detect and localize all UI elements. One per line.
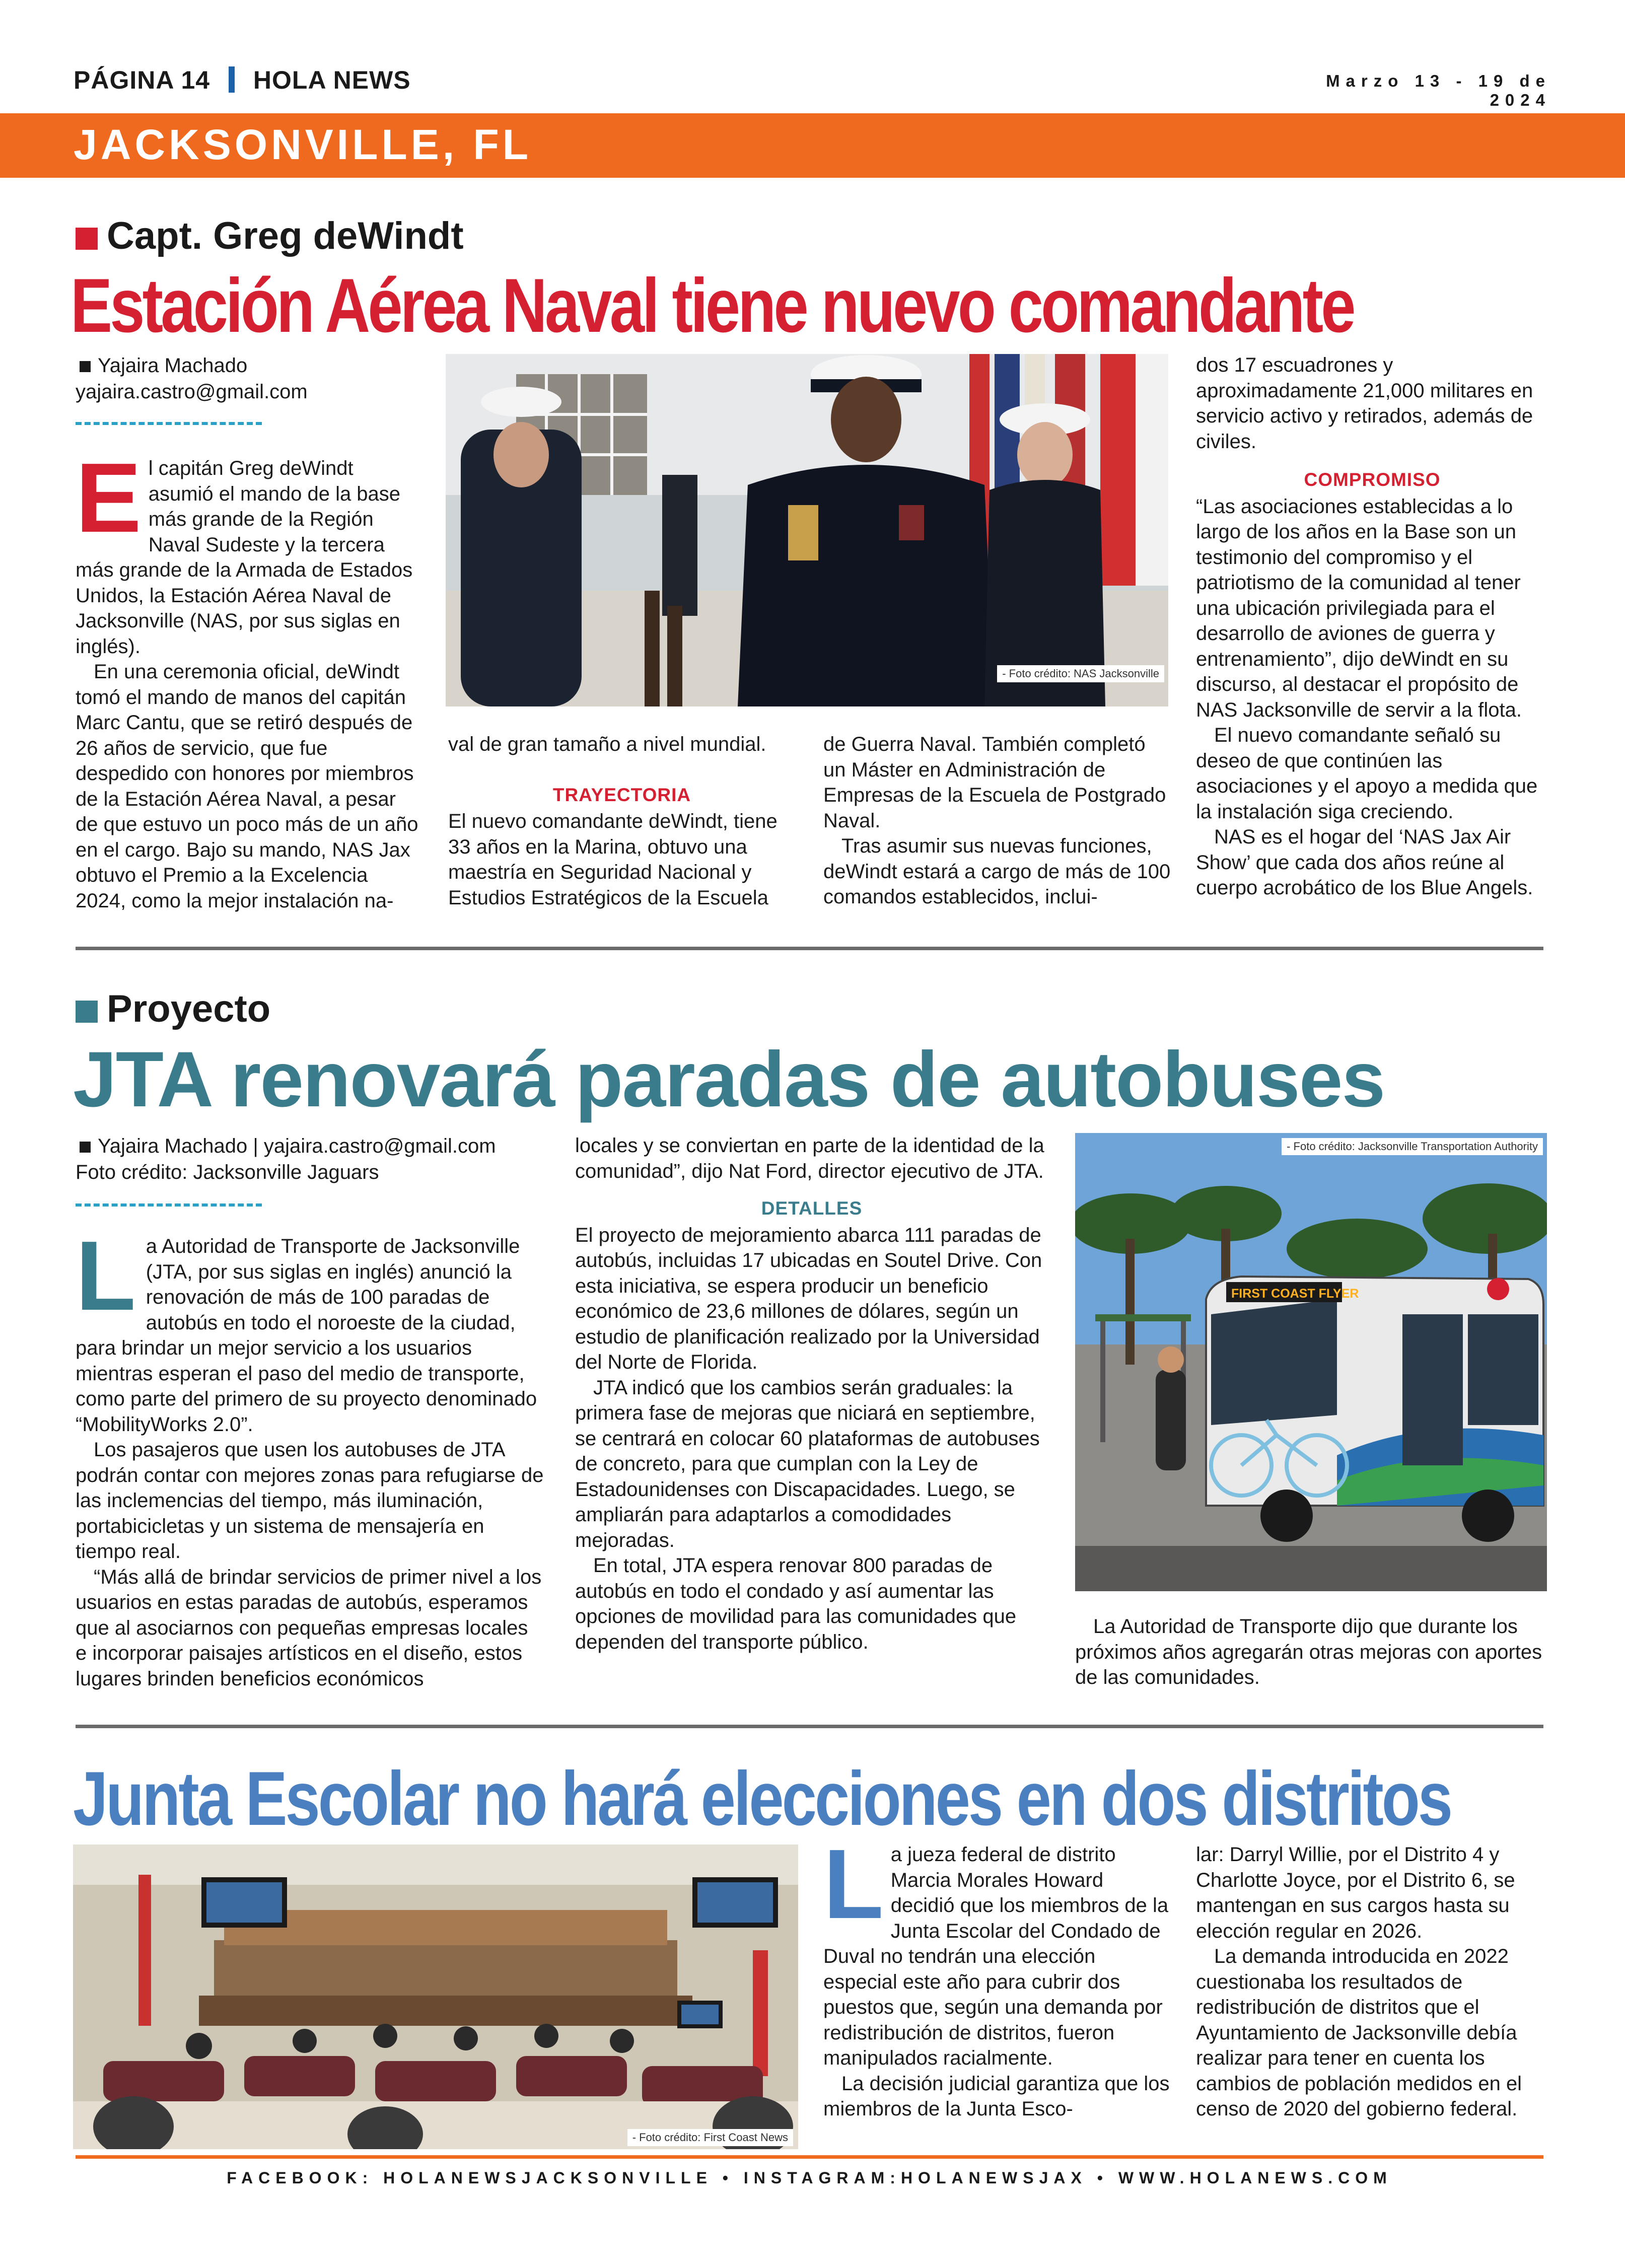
article2-photo [1075, 1133, 1547, 1591]
article1-col1-para2: En una ceremonia oficial, deWindt tomó el mando de manos del capitán Marc Cantu, que se retiró después de 26 años de servicio, que fue despedido con honores por miembros de la Estación Aérea Naval, a pesar de que estuvo un poco más de un año en el cargo. Bajo su mando, NAS Jax obtuvo el Premio a la Excelencia 2024, como la mejor instalación na- [76, 661, 418, 912]
issue-date: Marzo 13 - 19 de 2024 [1326, 72, 1551, 109]
article1-col2-para2: El nuevo comandante deWindt, tiene 33 años en la Marina, obtuvo una maestría en Seguridad Nacional y Estudios Estratégicos de la Escuela [448, 810, 778, 909]
article2-col1-para2: Los pasajeros que usen los autobuses de JTA podrán contar con mejores zonas para refugiarse de las inclemencias del tiempo, más iluminación, portabicicletas y un sistema de mensajería en tiempo real. [76, 1439, 544, 1563]
article1-col4-para1: dos 17 escuadrones y aproximadamente 21,000 militares en servicio activo y retirados, además de civiles. [1196, 354, 1533, 453]
article1-kicker [76, 214, 464, 258]
article1-col2 [448, 732, 796, 910]
article2-photo-credit: - Foto crédito: Jacksonville Transportation Authority [1282, 1138, 1543, 1155]
publication-name: HOLA NEWS [253, 66, 411, 94]
page-header [74, 65, 411, 95]
section-divider-1 [76, 947, 1543, 950]
article2-col2 [575, 1133, 1048, 1655]
article2-col1-para3: “Más allá de brindar servicios de primer nivel a los usuarios en estas paradas de autobús, esperamos que al asociarnos con pequeñas empresas locales e incorporar paisajes artísticos en el diseño, estos lugares brinden beneficios económicos [76, 1566, 542, 1690]
article1-col4-para2: “Las asociaciones establecidas a lo largo de los años en la Base son un testimonio del compromiso y el patriotismo de la comunidad al tener una ubicación privilegiada para el desarrollo de aviones de guerra y entrenamiento”, dijo deWindt en su discurso, al destacar el propósito de NAS Jacksonville de servir a la flota. [1196, 495, 1522, 721]
article2-col3 [1075, 1614, 1548, 1690]
page-number: PÁGINA 14 [74, 66, 210, 94]
article1-col4 [1196, 352, 1548, 901]
article3-col2-para2: La demanda introducida en 2022 cuestionaba los resultados de redistribución de distritos que el Ayuntamiento de Jacksonville debía realizar para tener en cuenta los cambios de población medidos en el censo de 2020 del gobierno federal. [1196, 1945, 1522, 2120]
article3-col1-para2: La decisión judicial garantiza que los miembros de la Junta Esco- [823, 2072, 1170, 2120]
article1-col3-para2: Tras asumir sus nuevas funciones, deWindt estará a cargo de más de 100 comandos establecidos, inclui- [823, 835, 1171, 908]
byline-square-icon [80, 1142, 91, 1153]
article1-photo [446, 354, 1168, 706]
article2-byline-credit: Foto crédito: Jacksonville Jaguars [76, 1161, 379, 1183]
school-board-meeting-illustration [73, 1845, 798, 2149]
article1-photo-credit: - Foto crédito: NAS Jacksonville [997, 665, 1164, 682]
article1-headline: Estación Aérea Naval tiene nuevo comandante [70, 263, 1354, 348]
section-divider-2 [76, 1725, 1543, 1728]
article1-drop-cap: E [76, 443, 142, 553]
footer-social-links: FACEBOOK: HOLANEWSJACKSONVILLE • INSTAGRAM:HOLANEWSJAX • WWW.HOLANEWS.COM [227, 2169, 1392, 2187]
article3-col2-para1: lar: Darryl Willie, por el Distrito 4 y Charlotte Joyce, por el Distrito 6, se mantengan en sus cargos hasta su elección regular en 2026. [1196, 1844, 1515, 1942]
kicker-square-icon [76, 228, 98, 250]
article1-col4-para3: El nuevo comandante señaló su deseo de que continúen las asociaciones y el apoyo a medida que la instalación siga creciendo. [1196, 724, 1538, 823]
article2-col2-para1: locales y se conviertan en parte de la identidad de la comunidad”, dijo Nat Ford, director ejecutivo de JTA. [575, 1135, 1044, 1182]
article1-col1-text: l capitán Greg deWindt asumió el mando de la base más grande de la Región Naval Sudeste y la tercera más grande de la Armada de Estados Unidos, la Estación Aérea Naval de Jacksonville (NAS, por sus siglas en inglés). [76, 457, 413, 658]
article2-byline-author: Yajaira Machado | yajaira.castro@gmail.com [98, 1135, 496, 1157]
article1-col2-para1: val de gran tamaño a nivel mundial. [448, 733, 766, 755]
article3-headline: Junta Escolar no hará elecciones en dos distritos [73, 1756, 1451, 1841]
article2-col2-para4: En total, JTA espera renovar 800 paradas de autobús en todo el condado y así aumentar las opciones de movilidad para las comunidades que dependen del transporte público. [575, 1554, 1017, 1653]
navy-ceremony-illustration [446, 354, 1168, 706]
article1-byline [76, 352, 428, 405]
byline-square-icon [80, 361, 91, 372]
article2-col2-para2: El proyecto de mejoramiento abarca 111 paradas de autobús, incluidas 17 ubicadas en Soutel Drive. Con esta iniciativa, se espera producir un beneficio económico de 23,6 millones de dólares, según un estudio de planificación realizado por la Universidad del Norte de Florida. [575, 1224, 1042, 1373]
article2-divider-dashes [76, 1203, 262, 1207]
article1-subhead-trayectoria: TRAYECTORIA [552, 784, 691, 805]
article1-kicker-text: Capt. Greg deWindt [107, 215, 464, 257]
article2-byline [76, 1133, 579, 1185]
article1-divider-dashes [76, 422, 262, 425]
article2-subhead-detalles: DETALLES [761, 1198, 863, 1219]
article2-kicker [76, 987, 270, 1031]
article2-col2-para3: JTA indicó que los cambios serán graduales: la primera fase de mejoras que niciará en septiembre, se centrará en colocar 60 plataformas de autobuses de concreto, para que cumplan con la Ley de Estadounidenses con Discapacidades. Luego, se ampliarán para adaptarlos a comodidades mejoradas. [575, 1376, 1040, 1551]
kicker-square-icon [76, 1001, 98, 1023]
article2-kicker-text: Proyecto [107, 987, 271, 1030]
article1-author: Yajaira Machado [98, 355, 248, 377]
article2-col3-para1: La Autoridad de Transporte dijo que durante los próximos años agregarán otras mejoras con aportes de las comunidades. [1075, 1615, 1542, 1688]
bus-stop-illustration [1075, 1133, 1547, 1591]
footer-rule [76, 2155, 1543, 2159]
article2-drop-cap: L [76, 1221, 136, 1331]
article3-col1 [823, 1829, 1171, 2122]
article2-col1 [76, 1221, 544, 1691]
article1-col1 [76, 443, 423, 913]
article1-col3 [823, 732, 1171, 910]
article3-photo-credit: - Foto crédito: First Coast News [627, 2129, 793, 2146]
article1-col4-para4: NAS es el hogar del ‘NAS Jax Air Show’ que cada dos años reúne al cuerpo acrobático de los Blue Angels. [1196, 826, 1533, 899]
article3-col2 [1196, 1842, 1548, 2122]
article1-email: yajaira.castro@gmail.com [76, 381, 308, 403]
article3-col1-text: a jueza federal de distrito Marcia Morales Howard decidió que los miembros de la Junta Escolar del Condado de Duval no tendrán una elección especial este año para cubrir dos puestos que, según una demanda por redistribución de distritos, fueron manipulados racialmente. [823, 1844, 1169, 2069]
bus-destination-sign: FIRST COAST FLYER [1231, 1287, 1359, 1301]
article2-headline: JTA renovará paradas de autobuses [73, 1036, 1385, 1123]
article3-photo [73, 1845, 798, 2149]
header-separator [229, 66, 235, 93]
section-title: JACKSONVILLE, FL [74, 121, 532, 168]
article2-col1-text: a Autoridad de Transporte de Jacksonville (JTA, por sus siglas en inglés) anunció la renovación de más de 100 paradas de autobús en todo el noroeste de la ciudad, para brindar un mejor servicio a los usuarios mientras esperan el paso del medio de transporte, como parte del primero de su proyecto denominado “MobilityWorks 2.0”. [76, 1235, 537, 1436]
article1-col3-para1: de Guerra Naval. También completó un Máster en Administración de Empresas de la Escuela de Postgrado Naval. [823, 733, 1166, 832]
article1-subhead-compromiso: COMPROMISO [1304, 469, 1441, 490]
section-banner [0, 113, 1625, 178]
article3-drop-cap: L [823, 1829, 884, 1939]
